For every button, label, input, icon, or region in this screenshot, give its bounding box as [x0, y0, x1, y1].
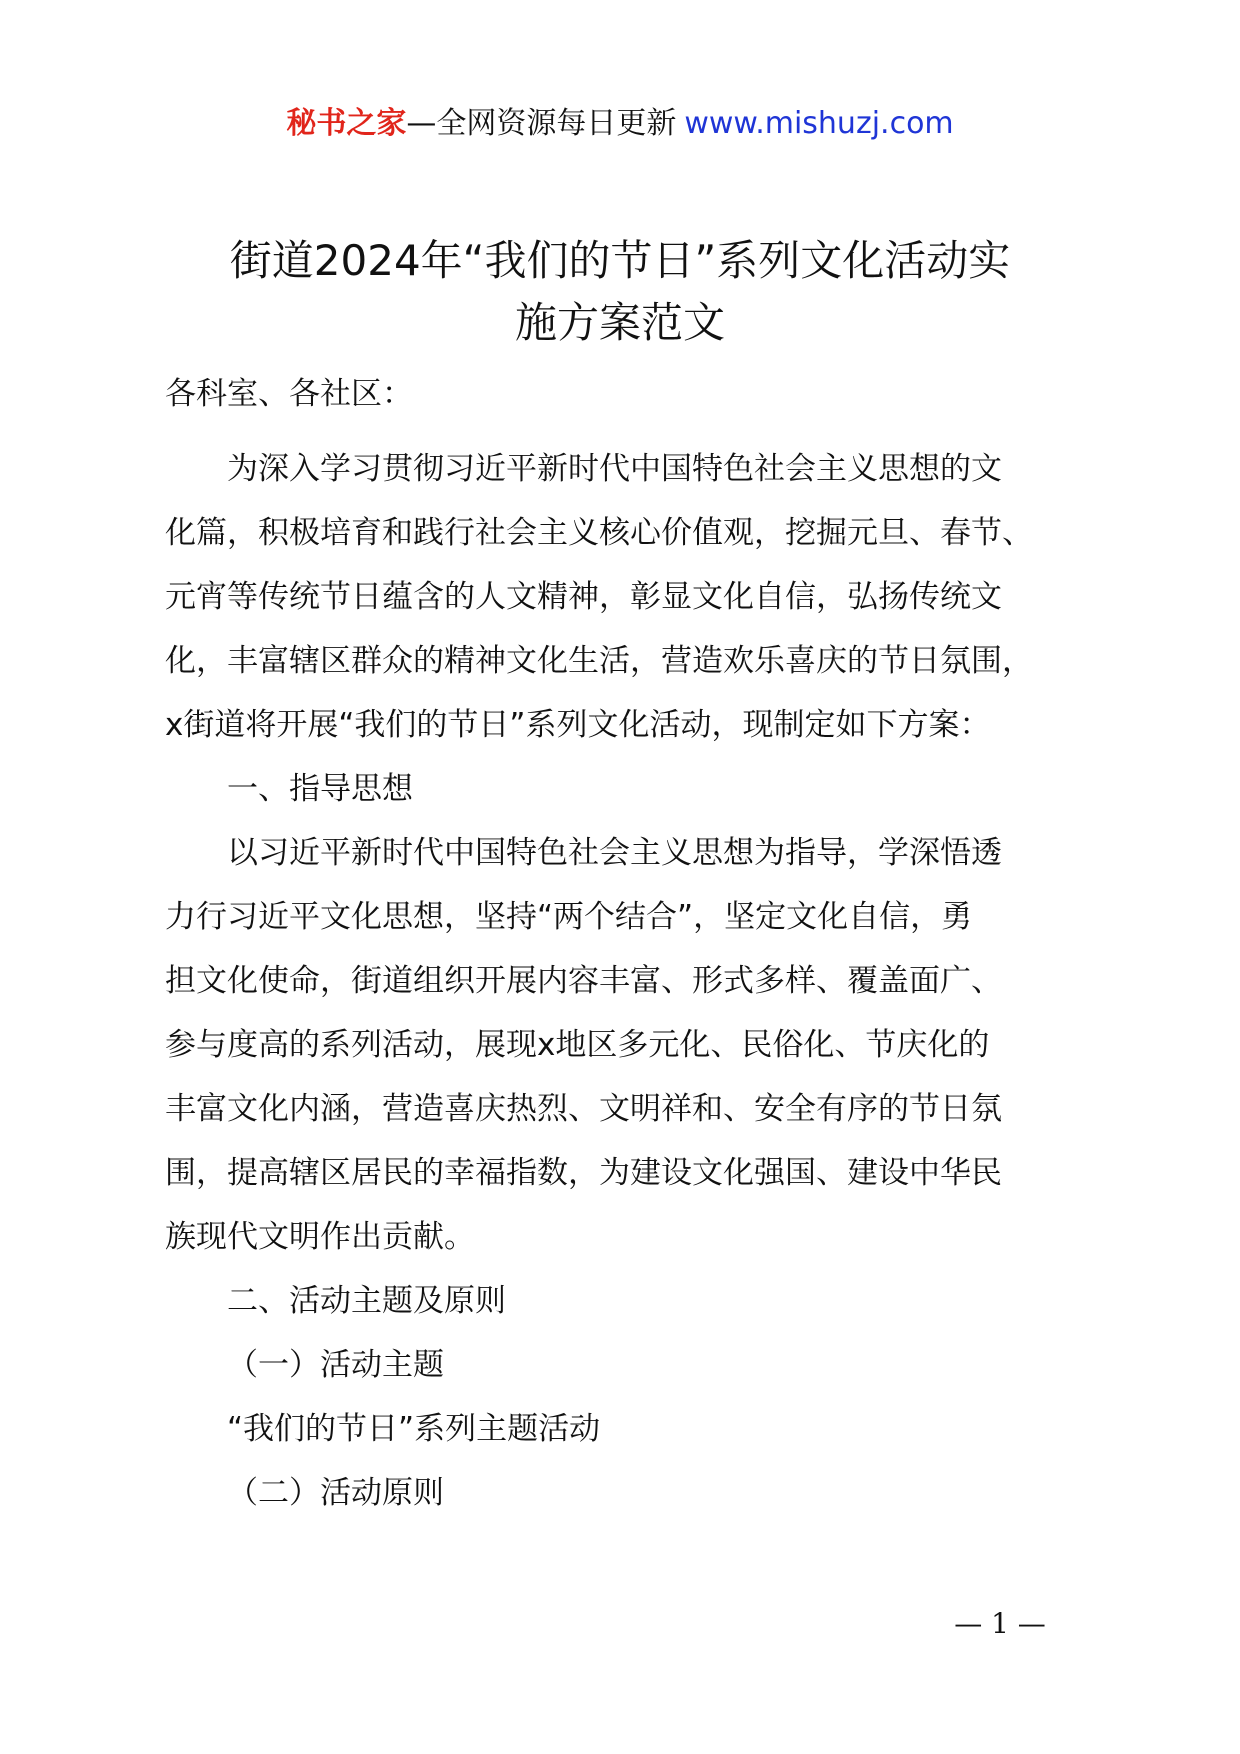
title-line-1: 街道2024年“我们的节日”系列文化活动实 — [229, 236, 1011, 285]
paragraph-line: 参与度高的系列活动，展现x地区多元化、民俗化、节庆化的 — [165, 1027, 990, 1063]
brand-name: 秘书之家 — [286, 106, 407, 141]
document-title — [150, 230, 1090, 354]
paragraph-line: 丰富文化内涵，营造喜庆热烈、文明祥和、安全有序的节日氛 — [165, 1091, 1002, 1127]
paragraph-line: 以习近平新时代中国特色社会主义思想为指导，学深悟透 — [227, 835, 1002, 871]
section-heading: 二、活动主题及原则 — [227, 1283, 506, 1319]
paragraph-line: 围，提高辖区居民的幸福指数，为建设文化强国、建设中华民 — [165, 1155, 1002, 1191]
section-heading: 一、指导思想 — [227, 771, 413, 807]
paragraph-line: 为深入学习贯彻习近平新时代中国特色社会主义思想的文 — [227, 451, 1002, 487]
banner-tagline: —全网资源每日更新 — [406, 106, 677, 141]
title-line-2: 施方案范文 — [514, 298, 725, 347]
paragraph-line: 元宵等传统节日蕴含的人文精神，彰显文化自信，弘扬传统文 — [165, 579, 1002, 615]
salutation: 各科室、各社区： — [165, 376, 413, 412]
header-banner — [0, 100, 1240, 148]
paragraph-line: 力行习近平文化思想，坚持“两个结合”，坚定文化自信，勇 — [165, 899, 973, 935]
subsection-heading: （一）活动主题 — [227, 1347, 444, 1383]
site-url-link[interactable]: www.mishuzj.com — [684, 106, 954, 141]
paragraph-line: “我们的节日”系列主题活动 — [227, 1411, 601, 1447]
paragraph-line: 担文化使命，街道组织开展内容丰富、形式多样、覆盖面广、 — [165, 963, 1002, 999]
paragraph-line: 化篇，积极培育和践行社会主义核心价值观，挖掘元旦、春节、 — [165, 515, 1033, 551]
paragraph-line: 化，丰富辖区群众的精神文化生活，营造欢乐喜庆的节日氛围， — [165, 643, 1033, 679]
subsection-heading: （二）活动原则 — [227, 1475, 444, 1511]
document-body — [165, 437, 1095, 1525]
paragraph-line: 族现代文明作出贡献。 — [165, 1219, 475, 1255]
paragraph-line: x街道将开展“我们的节日”系列文化活动，现制定如下方案： — [165, 707, 991, 743]
page-number: — 1 — — [954, 1607, 1046, 1640]
